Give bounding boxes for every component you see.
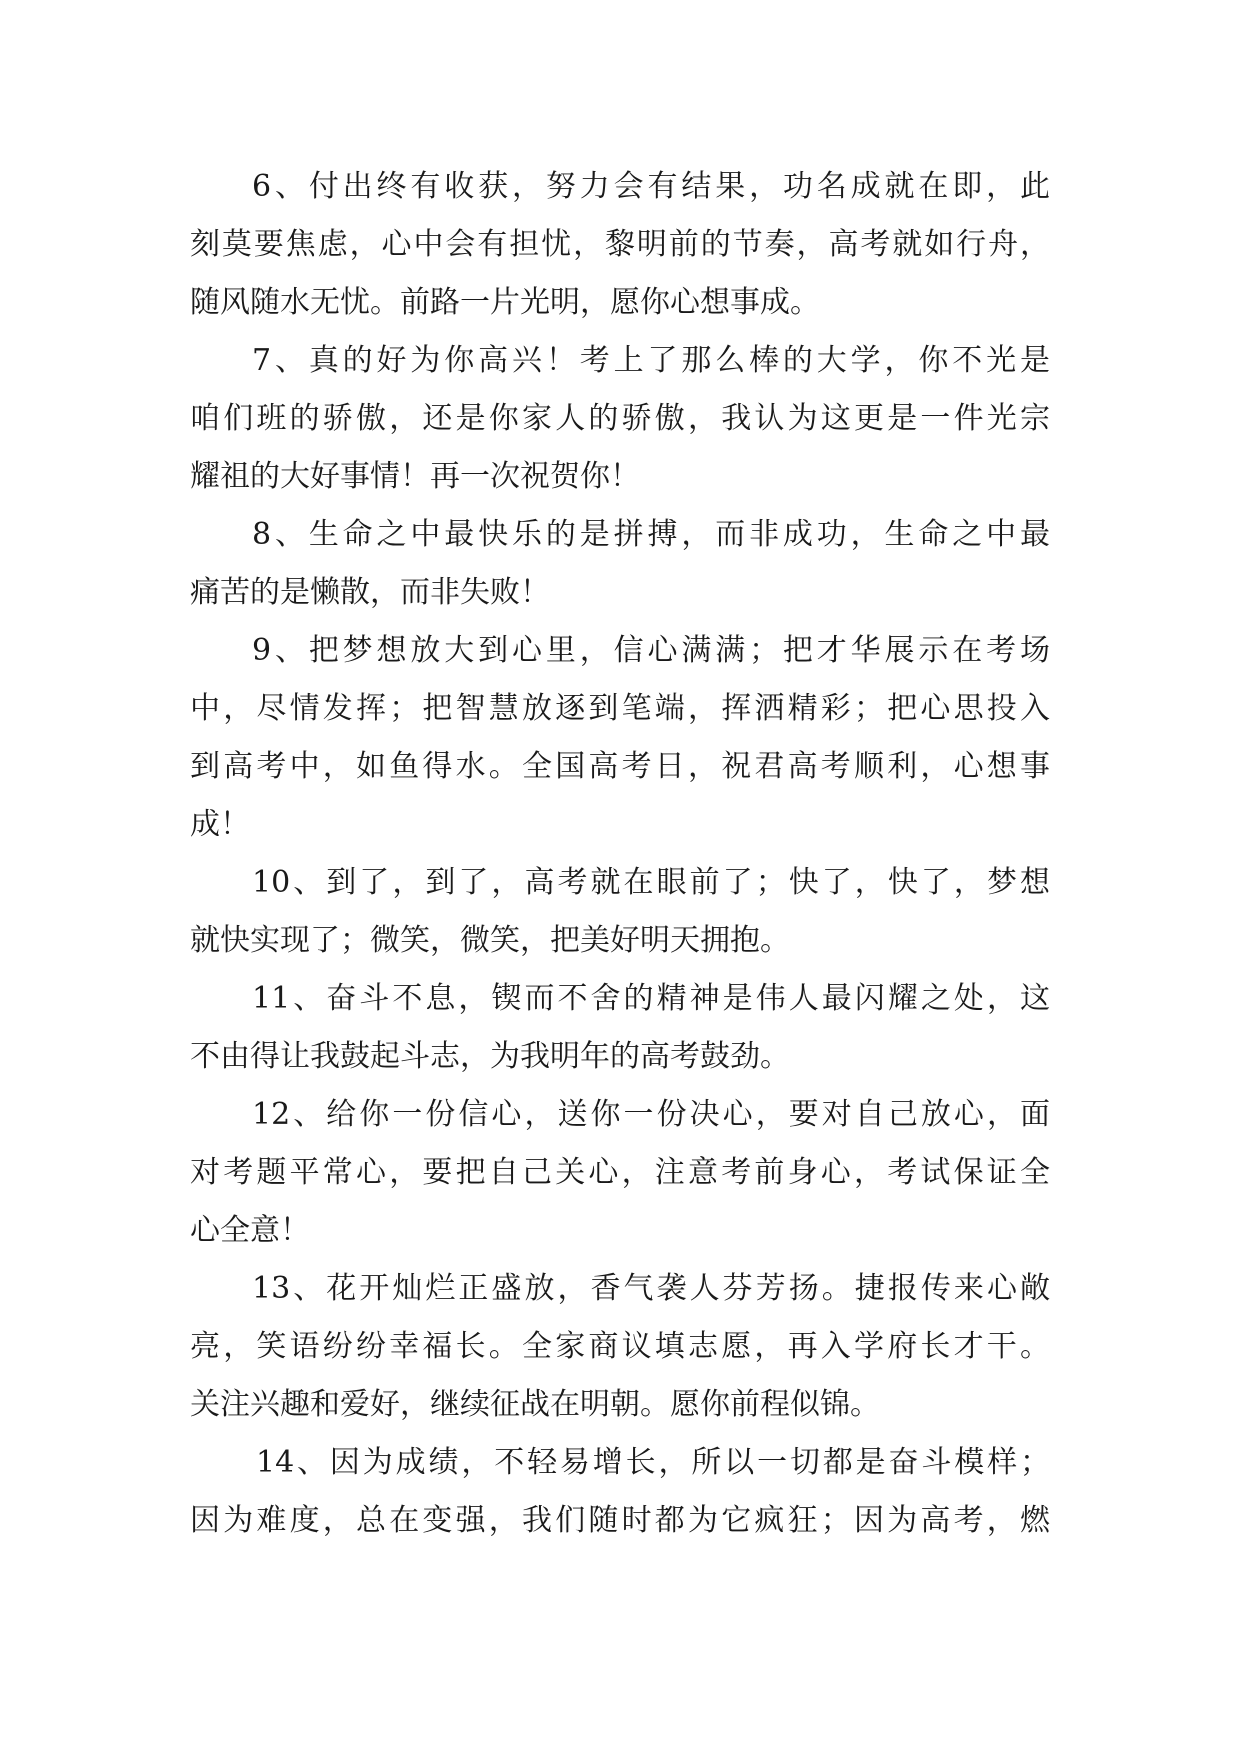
paragraph-7-line-3: 耀祖的大好事情！再一次祝贺你！ <box>190 459 640 494</box>
paragraph-9-line-4: 成！ <box>190 807 250 842</box>
paragraph-13-line-1: 13、花开灿烂正盛放，香气袭人芬芳扬。捷报传来心敞 <box>252 1271 1050 1306</box>
paragraph-7-line-2: 咱们班的骄傲，还是你家人的骄傲，我认为这更是一件光宗 <box>190 401 1050 436</box>
paragraph-11-line-2: 不由得让我鼓起斗志，为我明年的高考鼓劲。 <box>190 1039 790 1074</box>
paragraph-12-line-1: 12、给你一份信心，送你一份决心，要对自己放心，面 <box>252 1097 1050 1132</box>
document-body <box>190 158 1050 1550</box>
paragraph-10-line-1: 10、到了，到了，高考就在眼前了；快了，快了，梦想 <box>252 865 1050 900</box>
paragraph-6-line-3: 随风随水无忧。前路一片光明，愿你心想事成。 <box>190 285 820 320</box>
paragraph-7-line-1: 7、真的好为你高兴！考上了那么棒的大学，你不光是 <box>252 343 1050 378</box>
paragraph-9-line-2: 中，尽情发挥；把智慧放逐到笔端，挥洒精彩；把心思投入 <box>190 691 1050 726</box>
paragraph-11-line-1: 11、奋斗不息，锲而不舍的精神是伟人最闪耀之处，这 <box>252 981 1050 1016</box>
paragraph-8-line-2: 痛苦的是懒散，而非失败！ <box>190 575 550 610</box>
paragraph-12-line-3: 心全意！ <box>190 1213 310 1248</box>
paragraph-13-line-2: 亮，笑语纷纷幸福长。全家商议填志愿，再入学府长才干。 <box>190 1329 1050 1364</box>
paragraph-6-line-1: 6、付出终有收获，努力会有结果，功名成就在即，此 <box>252 169 1050 204</box>
paragraph-9-line-3: 到高考中，如鱼得水。全国高考日，祝君高考顺利，心想事 <box>190 749 1050 784</box>
paragraph-10-line-2: 就快实现了；微笑，微笑，把美好明天拥抱。 <box>190 923 790 958</box>
paragraph-13-line-3: 关注兴趣和爱好，继续征战在明朝。愿你前程似锦。 <box>190 1387 880 1422</box>
paragraph-9-line-1: 9、把梦想放大到心里，信心满满；把才华展示在考场 <box>252 633 1050 668</box>
paragraph-12-line-2: 对考题平常心，要把自己关心，注意考前身心，考试保证全 <box>190 1155 1050 1190</box>
paragraph-6-line-2: 刻莫要焦虑，心中会有担忧，黎明前的节奏，高考就如行舟， <box>190 227 1050 262</box>
paragraph-14-line-1: 14、因为成绩，不轻易增长，所以一切都是奋斗模样； <box>256 1445 1050 1480</box>
paragraph-14-line-2: 因为难度，总在变强，我们随时都为它疯狂；因为高考，燃 <box>190 1503 1050 1538</box>
paragraph-8-line-1: 8、生命之中最快乐的是拼搏，而非成功，生命之中最 <box>252 517 1050 552</box>
